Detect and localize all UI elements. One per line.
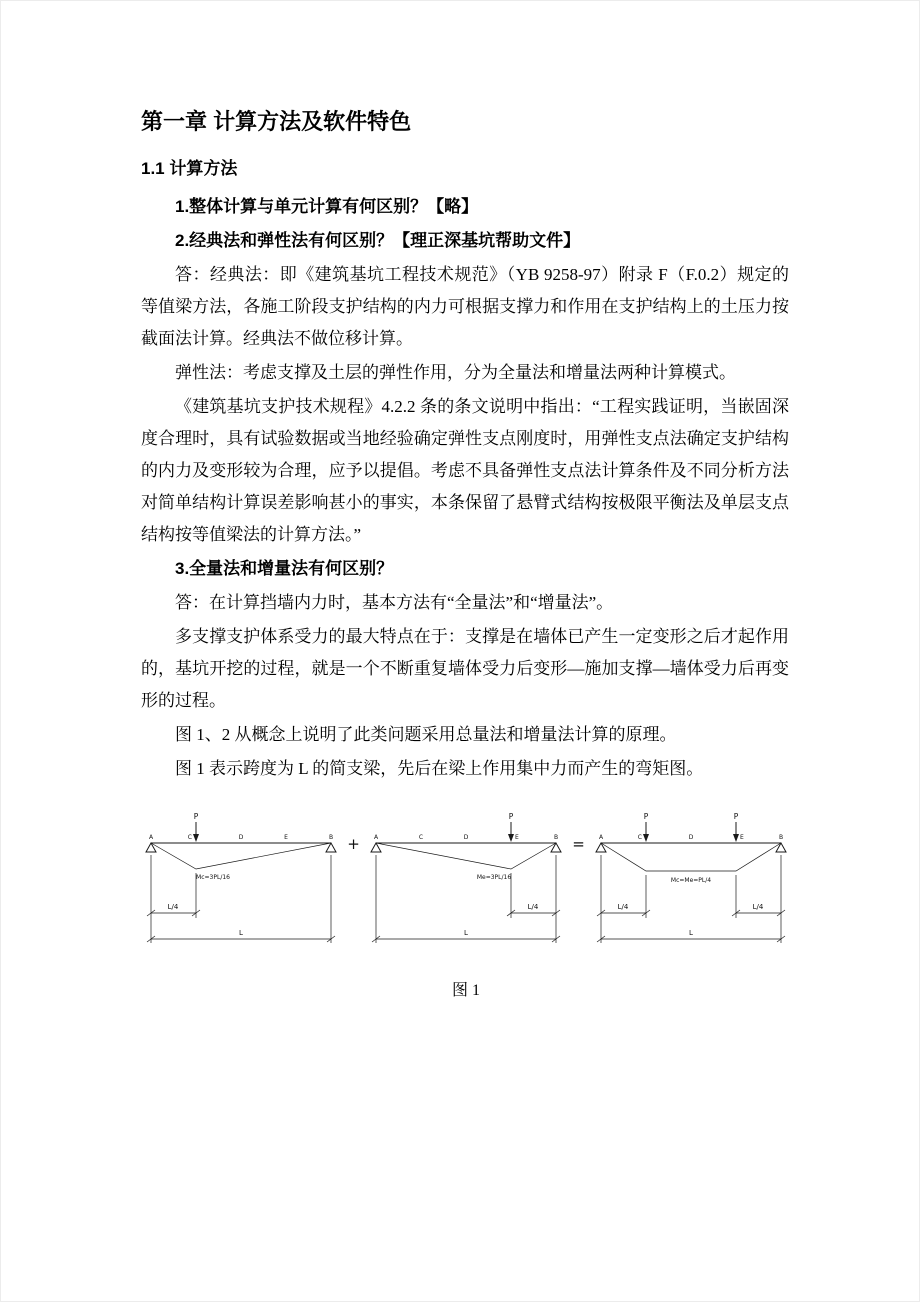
load-arrowhead	[193, 834, 199, 842]
node-c: C	[187, 834, 192, 841]
dim-l4-right: L/4	[752, 903, 764, 911]
figure-caption: 图 1	[451, 982, 480, 999]
beam-diagram-both-loads	[591, 811, 791, 961]
load-label: P	[643, 812, 649, 821]
node-a: A	[373, 834, 379, 841]
beam-diagram-load-at-E	[366, 811, 566, 961]
question-2: 2.经典法和弹性法有何区别？【理正深基坑帮助文件】	[175, 231, 581, 250]
paragraph-answer-methods: 答：在计算挡墙内力时，基本方法有“全量法”和“增量法”。	[175, 593, 614, 612]
load-arrowhead	[643, 834, 649, 842]
paragraph-answer-classic: 答：经典法：即《建筑基坑工程技术规范》（YB 9258-97）附录 F（F.0.2）规定的等值梁方法，各施工阶段支护结构的内力可根据支撑力和作用在支护结构上的土压力按截面法计算。经典法不做位移计算。	[141, 265, 789, 348]
node-b: B	[778, 834, 784, 841]
dim-l: L	[464, 929, 468, 937]
dim-l4: L/4	[167, 903, 179, 911]
node-d: D	[463, 834, 469, 841]
chapter-title: 第一章 计算方法及软件特色	[141, 109, 412, 134]
node-e: E	[284, 834, 288, 841]
node-e: E	[514, 834, 519, 841]
dim-l4-left: L/4	[617, 903, 629, 911]
question-3: 3.全量法和增量法有何区别？	[175, 559, 394, 578]
section-heading: 1.1 计算方法	[141, 159, 238, 178]
node-b: B	[553, 834, 559, 841]
moment-label: Mc=3PL/16	[196, 874, 230, 881]
node-a: A	[148, 834, 154, 841]
dim-l4: L/4	[527, 903, 539, 911]
paragraph-multi-support: 多支撑支护体系受力的最大特点在于：支撑是在墙体已产生一定变形之后才起作用的，基坑开挖的过程，就是一个不断重复墙体受力后变形—施加支撑—墙体受力后再变形的过程。	[141, 627, 789, 710]
paragraph-elastic: 弹性法：考虑支撑及土层的弹性作用，分为全量法和增量法两种计算模式。	[175, 363, 736, 382]
figure-1	[141, 811, 791, 961]
load-arrowhead	[733, 834, 739, 842]
beam-diagram-load-at-C	[141, 811, 341, 961]
load-label: P	[733, 812, 739, 821]
load-label: P	[508, 812, 514, 821]
dim-l: L	[689, 929, 693, 937]
dim-l: L	[239, 929, 243, 937]
node-d: D	[238, 834, 244, 841]
node-a: A	[598, 834, 604, 841]
paragraph-fig1-desc: 图 1 表示跨度为 L 的简支梁，先后在梁上作用集中力而产生的弯矩图。	[175, 759, 704, 778]
node-c: C	[637, 834, 642, 841]
paragraph-fig-intro: 图 1、2 从概念上说明了此类问题采用总量法和增量法计算的原理。	[175, 725, 677, 744]
node-b: B	[328, 834, 334, 841]
plus-operator: +	[347, 835, 360, 853]
node-d: D	[688, 834, 694, 841]
moment-label: Mc=Me=PL/4	[670, 877, 712, 884]
node-e: E	[739, 834, 744, 841]
node-c: C	[418, 834, 424, 841]
moment-label: Me=3PL/16	[476, 874, 512, 881]
load-label: P	[193, 812, 199, 821]
load-arrowhead	[508, 834, 514, 842]
equals-operator: =	[572, 835, 585, 853]
paragraph-code-quote: 《建筑基坑支护技术规程》4.2.2 条的条文说明中指出：“工程实践证明，当嵌固深度合理时，具有试验数据或当地经验确定弹性支点刚度时，用弹性支点法确定支护结构的内力及变形较为合理，应予以提倡。考虑不具备弹性支点法计算条件及不同分析方法对简单结构计算误差影响甚小的事实，本条保留了悬臂式结构按极限平衡法及单层支点结构按等值梁法的计算方法。”	[141, 397, 789, 544]
question-1: 1.整体计算与单元计算有何区别？【略】	[175, 197, 479, 216]
